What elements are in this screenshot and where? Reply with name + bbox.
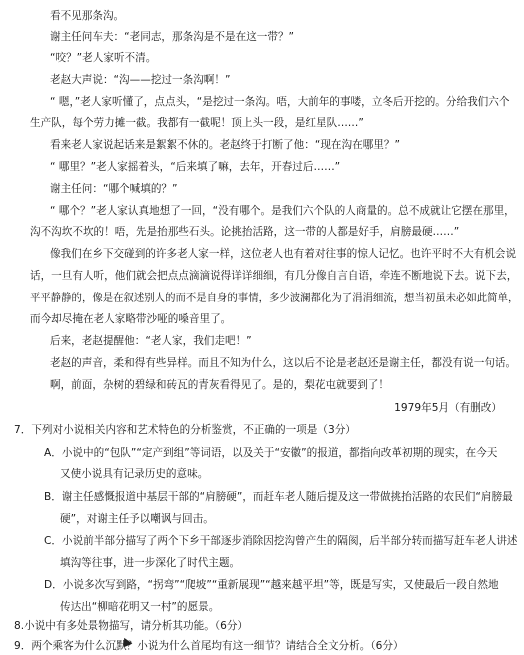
passage-line: 生产队，每个劳力摊一截。我都有一截呢！顶上头一段，是红星队……”: [30, 117, 364, 129]
passage-line: 看不见那条沟。: [50, 10, 125, 22]
question-7-option-d: D．小说多次写到路，“拐弯”“爬坡”“重新展现”“越来越平坦”等，既是写实，又使最后一段自然地: [44, 579, 499, 591]
passage-line: 后来，老赵提醒他：“老人家，我们走吧！”: [50, 335, 252, 347]
passage-line: 像我们在乡下交碰到的许多老人家一样，这位老人也有着对往事的惊人记忆。也许平时不大有机会说: [50, 248, 517, 260]
passage-line: 啊，前面，杂树的碧绿和砖瓦的青灰看得见了。是的，梨花屯就要到了！: [50, 379, 389, 391]
passage-line: 看来老人家说起话来是絮絮不休的。老赵终于打断了他：“现在沟在哪里？”: [50, 139, 400, 151]
passage-line: 而今却尽掩在老人家略带沙哑的嗓音里了。: [30, 313, 232, 325]
passage-line: “ 哪个？”老人家认真地想了一回，“没有哪个。是我们六个队的人商量的。总不成就让它摆在那里，: [50, 205, 515, 217]
source-date: 1979年5月（有删改）: [394, 402, 502, 414]
question-9: 9．两个乘客为什么沉默？小说为什么首尾均有这一细节？请结合全文分析。（6分）: [14, 640, 404, 652]
passage-line: “ 嗯，”老人家听懂了，点点头，“是挖过一条沟。唔，大前年的事喽，立冬后开挖的。分给我们六个: [50, 96, 510, 108]
question-7-option-d-cont: 传达出“柳暗花明又一村”的愿景。: [60, 601, 220, 613]
question-7-option-c: C．小说前半部分描写了两个下乡干部逐步消除因挖沟曾产生的隔阂，后半部分转而描写赶车老人讲述: [44, 535, 518, 547]
passage-line: 老赵的声音，柔和得有些异样。而且不知为什么，这以后不论是老赵还是谢主任，都没有说一句话。: [50, 357, 517, 369]
passage-line: 话，一旦有人听，他们就会把点点滴滴说得详详细细，有几分像自言自语，牵连不断地说下去。说下去，: [30, 270, 518, 282]
question-7-stem: 7．下列对小说相关内容和艺术特色的分析鉴赏，不正确的一项是（3分）: [14, 424, 356, 436]
question-7-option-b-cont: 硬”，对谢主任予以嘲讽与回击。: [60, 513, 214, 525]
passage-line: 沟不沟坎不坎的！唔，先是抬那些石头。论挑抬活路，这一带的人都是好手，肩膀最硬……”: [30, 226, 460, 238]
question-7-option-a-cont: 又使小说具有记录历史的意味。: [60, 468, 209, 480]
question-7-option-a: A．小说中的“包队”“定产到组”等词语，以及关于“安徽”的报道，都指向改革初期的现实，在今天: [44, 447, 498, 459]
question-8: 8.小说中有多处景物描写，请分析其功能。（6分）: [14, 620, 249, 632]
passage-line: “咬？”老人家听不清。: [50, 52, 157, 64]
passage-line: “ 哪里？”老人家摇着头，“后来填了嘛，去年，开春过后……”: [50, 161, 341, 173]
passage-line: 老赵大声说：“沟——挖过一条沟啊！”: [50, 74, 231, 86]
passage-line: 谢主任问车夫：“老同志，那条沟是不是在这一带？”: [50, 31, 295, 43]
passage-line: 谢主任问：“哪个喊填的？”: [50, 183, 178, 195]
question-7-option-c-cont: 填沟等往事，进一步深化了时代主题。: [60, 557, 241, 569]
passage-line: 平平静静的，像是在叙述别人的而不是自身的事情，多少波澜都化为了涓涓细流，想当初虽未必如此简单，: [30, 292, 519, 304]
question-7-option-b: B．谢主任感慨报道中基层干部的“肩膀硬”，而赶车老人随后提及这一带做挑抬活路的农民们“肩膀最: [44, 491, 513, 503]
